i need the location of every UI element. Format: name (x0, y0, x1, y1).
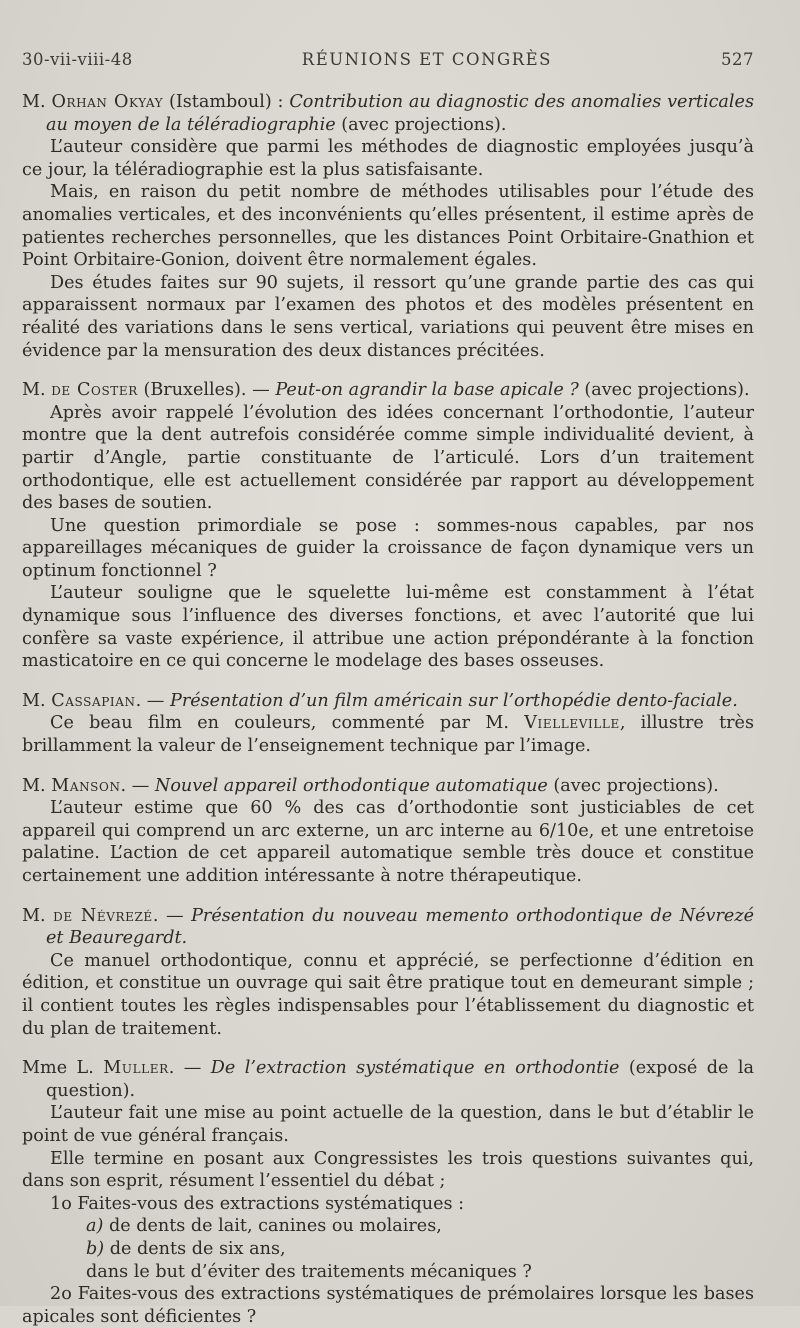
author-name: Manson (51, 775, 121, 796)
talk-title: De l’extraction systématique en orthodontie (210, 1058, 620, 1079)
author-name: Muller (103, 1058, 169, 1079)
talk-title: Nouvel appareil orthodontique automatique (154, 775, 548, 796)
question-1a (22, 1215, 754, 1238)
heading-suffix: (avec projections). (578, 380, 750, 401)
entry-heading (22, 775, 754, 798)
paragraph: Elle termine en posant aux Congressistes les trois questions suivantes qui, dans son esprit, résument l’essentiel du débat ; (22, 1148, 754, 1192)
author-name: de Névrezé (53, 905, 153, 926)
question-2: 2o Faites-vous des extractions systématiques de prémolaires lorsque les bases apicales sont déficientes ? (22, 1284, 754, 1327)
place: (Istamboul) : (163, 92, 290, 112)
heading-suffix: (exposé de la question). (46, 1058, 755, 1101)
page-number: 527 (721, 50, 754, 69)
prefix: M. (22, 92, 52, 112)
item-text: de dents de lait, canines ou molaires, (103, 1216, 442, 1237)
entry-heading (22, 379, 754, 402)
prefix: M. (22, 380, 52, 401)
entry-okyay (22, 91, 754, 362)
author-name: de Coster (51, 380, 138, 401)
paragraph: L’auteur considère que parmi les méthodes de diagnostic employées jusqu’à ce jour, la téléradiographie est la plus satisfaisante. (22, 137, 754, 180)
author-name: Orhan Okyay (51, 92, 164, 112)
entry-heading (22, 1057, 754, 1102)
author-name: Cassapian (51, 690, 136, 711)
entry-cassapian (22, 690, 754, 758)
question-1b (22, 1238, 754, 1261)
entry-manson (22, 775, 754, 888)
talk-title: Contribution au diagnostic des anomalies verticales au moyen de la téléradiographie (46, 92, 754, 135)
question-1: 1o Faites-vous des extractions systématiques : (50, 1193, 465, 1214)
paragraph: Des études faites sur 90 sujets, il ressort qu’une grande partie des cas qui apparaissent normaux par l’examen des photos et des modèles présentent en réalité des variations dans le sens vertical, variations qui peuvent être mises en évidence par la mensuration des deux distances précitées. (22, 272, 754, 361)
text: , illustre très brillamment la valeur de l’enseignement technique par l’image. (22, 713, 754, 757)
talk-title: Présentation du nouveau memento orthodontique de Névrezé et Beauregardt. (46, 905, 755, 949)
paragraph (22, 712, 754, 757)
place: . — (135, 690, 170, 711)
item-text: de dents de six ans, (104, 1238, 286, 1259)
entry-heading (22, 91, 754, 136)
question-1-purpose: dans le but d’éviter des traitements mécaniques ? (86, 1261, 532, 1282)
person-name: Vielleville (524, 713, 620, 734)
heading-suffix: (avec projections). (335, 114, 507, 135)
place: . — (168, 1058, 211, 1079)
paragraph: Une question primordiale se pose : sommes-nous capables, par nos appareillages mécaniques de guider la croissance de façon dynamique vers un optinum fonctionnel ? (22, 515, 754, 581)
entry-de-coster (22, 379, 754, 673)
item-label: a) (86, 1216, 104, 1237)
item-label: b) (86, 1238, 105, 1259)
entry-muller (22, 1057, 754, 1328)
place: . — (152, 905, 192, 926)
talk-title: Présentation d’un film américain sur l’orthopédie dento-faciale. (169, 690, 738, 711)
heading-suffix: (avec projections). (547, 775, 719, 796)
running-header (22, 50, 754, 69)
text: Ce beau film en couleurs, commenté par M. (50, 713, 525, 734)
talk-title: Peut-on agrandir la base apicale ? (275, 380, 579, 401)
paragraph: L’auteur fait une mise au point actuelle de la question, dans le but d’établir le point de vue général français. (22, 1103, 754, 1146)
entry-heading (22, 905, 754, 950)
prefix: M. (22, 775, 52, 796)
paragraph: Mais, en raison du petit nombre de méthodes utilisables pour l’étude des anomalies verticales, et des inconvénients qu’elles présentent, il estime après de patientes recherches personnelles, que les distances Point Orbitaire-Gnathion et Point Orbitaire-Gonion, doivent être normalement égales. (22, 182, 754, 271)
prefix: M. (22, 690, 52, 711)
place: . — (120, 775, 155, 796)
section-title: RÉUNIONS ET CONGRÈS (301, 50, 552, 69)
prefix: M. (22, 905, 54, 926)
place: (Bruxelles). — (137, 380, 276, 401)
paragraph: Ce manuel orthodontique, connu et apprécié, se perfectionne d’édition en édition, et constitue un ouvrage qui sait être pratique tout en demeurant simple ; il contient toutes les règles indispensables pour l’établissement du diagnostic et du plan de traitement. (22, 950, 754, 1039)
entry-de-nevreze (22, 905, 754, 1041)
paragraph: Après avoir rappelé l’évolution des idées concernant l’orthodontie, l’auteur montre que la dent autrefois considérée comme simple individualité devient, à partir d’Angle, partie constituante de l’articulé. Lors d’un traitement orthodontique, elle est actuellement considérée par rapport au développement des bases de soutien. (22, 402, 754, 514)
paragraph: L’auteur estime que 60 % des cas d’orthodontie sont justiciables de cet appareil qui comprend un arc externe, un arc interne au 6/10e, et une entretoise palatine. L’action de cet appareil automatique semble très douce et constitue certainement une addition intéressante à notre thérapeutique. (22, 798, 754, 886)
prefix: Mme L. (22, 1058, 104, 1079)
entry-heading (22, 690, 754, 713)
issue-date: 30-vii-viii-48 (22, 50, 133, 69)
paragraph: L’auteur souligne que le squelette lui-même est constamment à l’état dynamique sous l’influence des diverses fonctions, et avec l’autorité que lui confère sa vaste expérience, il attribue une action prépondérante à la fonction masticatoire en ce qui concerne le modelage des bases osseuses. (22, 583, 754, 672)
